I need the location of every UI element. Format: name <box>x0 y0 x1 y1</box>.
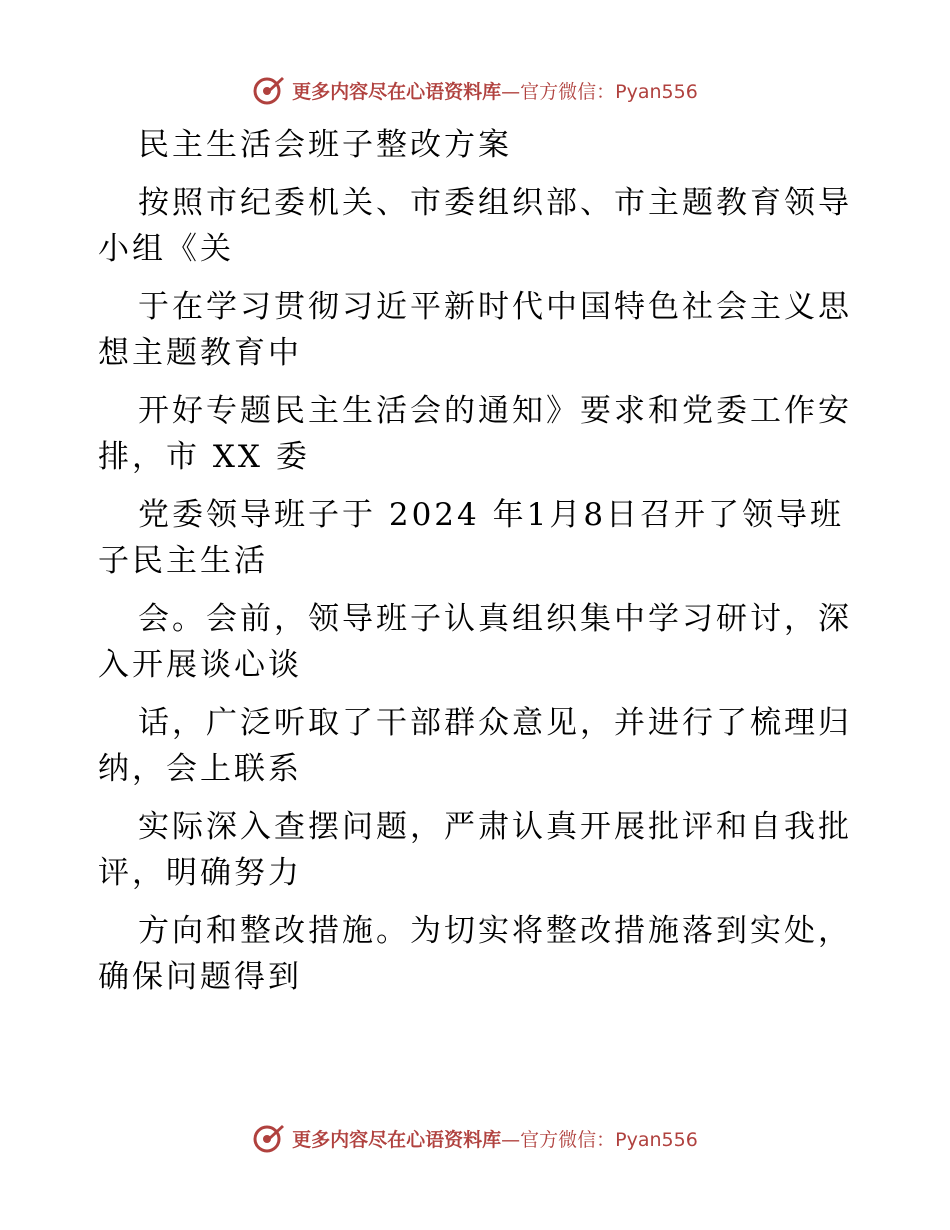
document-lines <box>98 180 858 1000</box>
banner-separator: — <box>501 1128 521 1151</box>
document-title: 民主生活会班子整改方案 <box>138 127 512 163</box>
document-line: 小组《关 <box>98 231 234 267</box>
document-body <box>98 122 858 1000</box>
document-line: 话，广泛听取了干部群众意见，并进行了梳理归 <box>138 705 852 741</box>
document-line: 实际深入查摆问题，严肃认真开展批评和自我批 <box>138 809 852 845</box>
banner-content <box>252 1121 698 1155</box>
pen-logo-icon <box>252 1121 286 1155</box>
document-line: 评，明确努力 <box>98 855 302 891</box>
footer-banner <box>0 1118 950 1158</box>
document-line: 确保问题得到 <box>98 959 302 995</box>
banner-main-text: 更多内容尽在心语资料库 <box>292 1128 502 1151</box>
banner-wechat-text: 官方微信：Pyan556 <box>520 1128 698 1151</box>
document-line: 排，市 XX 委 <box>98 439 310 475</box>
document-line: 想主题教育中 <box>98 335 302 371</box>
document-line: 入开展谈心谈 <box>98 647 302 683</box>
banner-text <box>292 1125 698 1152</box>
banner-content <box>252 73 698 107</box>
banner-text <box>292 77 698 104</box>
header-banner <box>0 70 950 110</box>
banner-wechat-text: 官方微信：Pyan556 <box>520 80 698 103</box>
document-line: 子民主生活 <box>98 543 268 579</box>
document-line: 党委领导班子于 2024 年1月8日召开了领导班 <box>138 497 845 533</box>
pen-logo-icon <box>252 73 286 107</box>
document-line: 开好专题民主生活会的通知》要求和党委工作安 <box>138 393 852 429</box>
document-line: 纳，会上联系 <box>98 751 302 787</box>
document-line: 方向和整改措施。为切实将整改措施落到实处， <box>138 913 852 949</box>
document-line: 会。会前，领导班子认真组织集中学习研讨，深 <box>138 601 852 637</box>
banner-separator: — <box>501 80 521 103</box>
document-line: 按照市纪委机关、市委组织部、市主题教育领导 <box>138 185 852 221</box>
banner-main-text: 更多内容尽在心语资料库 <box>292 80 502 103</box>
document-line: 于在学习贯彻习近平新时代中国特色社会主义思 <box>138 289 852 325</box>
